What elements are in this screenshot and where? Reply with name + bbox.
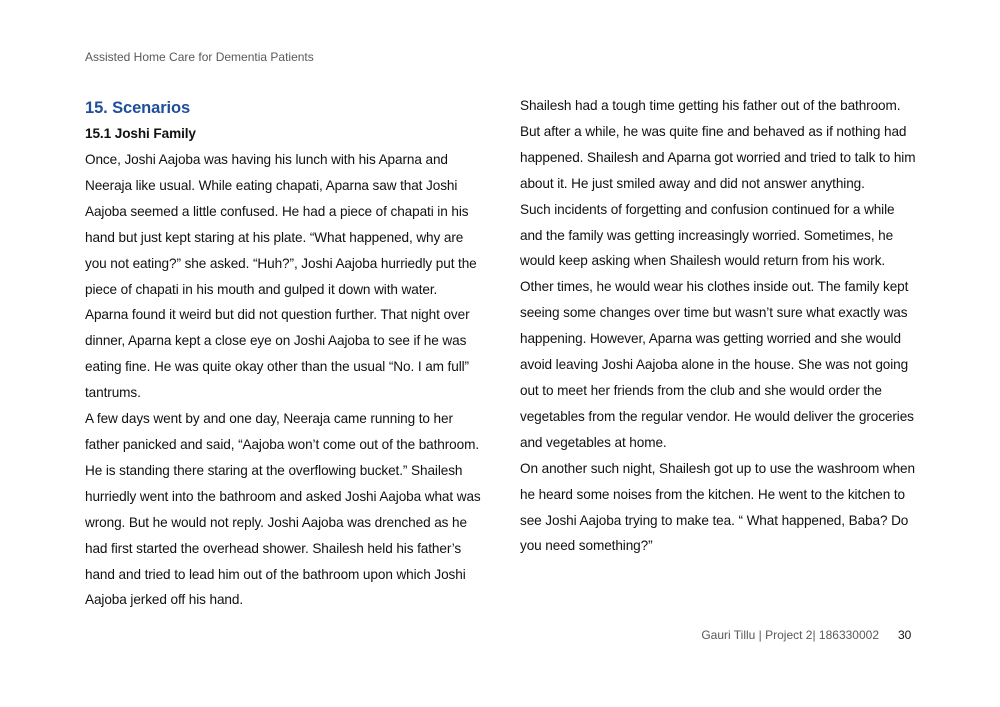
paragraph: On another such night, Shailesh got up to use the washroom when he heard some noises from the kitchen. He went to the kitchen to see Joshi Aajoba trying to make tea. “ What happened, Baba? Do you need something?”: [520, 460, 915, 554]
right-column: [520, 93, 918, 559]
paragraph: Such incidents of forgetting and confusion continued for a while and the family was getting increasingly worried. Sometimes, he would keep asking when Shailesh would return from his work. Other times, he would wear his clothes inside out. The family kept seeing some changes over time but wasn’t sure what exactly was happening. However, Aparna was getting worried and she would avoid leaving Joshi Aajoba alone in the house. She was not going out to meet her friends from the club and she would order the vegetables from the regular vendor. He would deliver the groceries and vegetables at home.: [520, 201, 914, 450]
page-number: 30: [898, 628, 912, 642]
paragraph: Once, Joshi Aajoba was having his lunch with his Aparna and Neeraja like usual. While eating chapati, Aparna saw that Joshi Aajoba seemed a little confused. He had a piece of chapati in his hand but just kept staring at his plate. “What happened, why are you not eating?” she asked. “Huh?”, Joshi Aajoba hurriedly put the piece of chapati in his mouth and gulped it down with water. Aparna found it weird but did not question further. That night over dinner, Aparna kept a close eye on Joshi Aajoba to see if he was eating fine. He was quite okay other than the usual “No. I am full” tantrums.: [85, 152, 477, 401]
footer-author-line: Gauri Tillu | Project 2| 186330002: [701, 628, 879, 642]
running-header: Assisted Home Care for Dementia Patients: [85, 50, 314, 64]
paragraph: A few days went by and one day, Neeraja came running to her father panicked and said, “Aajoba won’t come out of the bathroom. He is standing there staring at the overflowing bucket.” Shailesh hurriedly went into the bathroom and asked Joshi Aajoba what was wrong. But he would not reply. Joshi Aajoba was drenched as he had first started the overhead shower. Shailesh held his father’s hand and tried to lead him out of the bathroom upon which Joshi Aajoba jerked off his hand.: [85, 411, 481, 608]
left-column: [85, 93, 482, 613]
section-title: 15. Scenarios: [85, 99, 191, 117]
paragraph: Shailesh had a tough time getting his father out of the bathroom. But after a while, he was quite fine and behaved as if nothing had happened. Shailesh and Aparna got worried and tried to talk to him about it. He just smiled away and did not answer anything.: [520, 98, 916, 191]
subsection-title: 15.1 Joshi Family: [85, 126, 196, 141]
